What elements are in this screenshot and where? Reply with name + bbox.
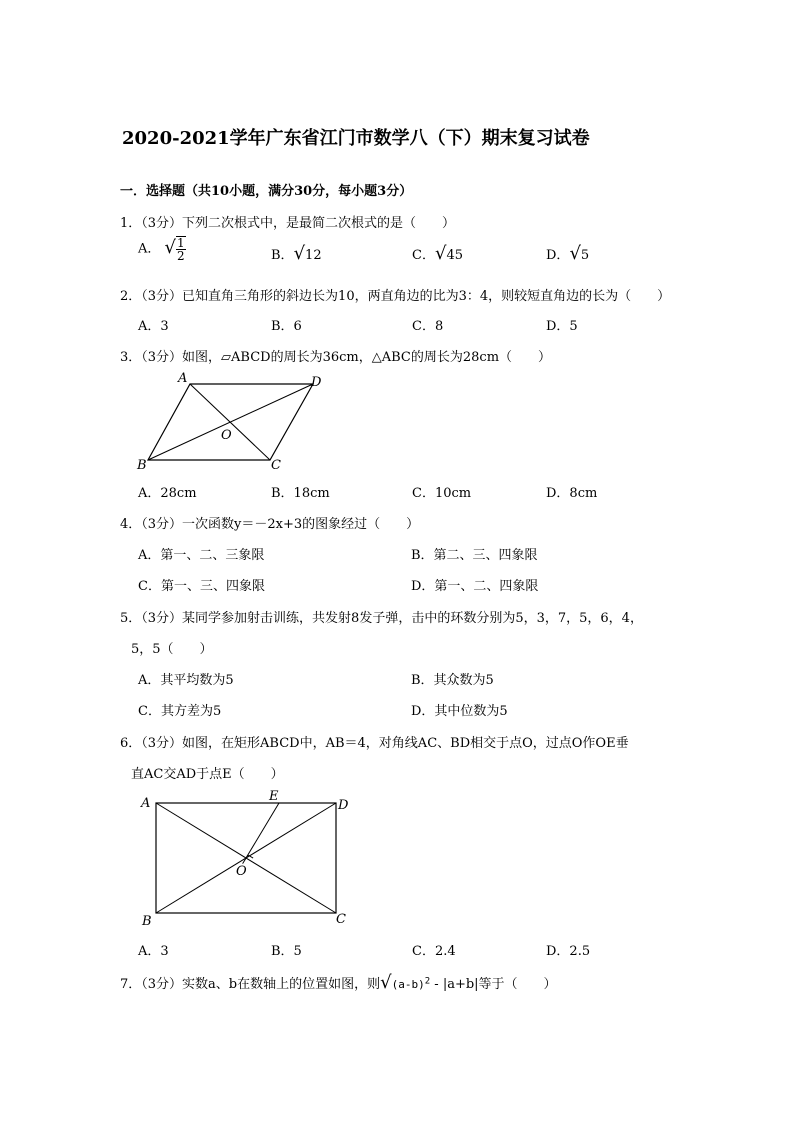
option-letter: B． [271,248,294,263]
section-heading: 一．选择题（共10小题，满分30分，每小题3分） [120,184,413,199]
question-3-option-a: A．28cm [138,486,197,501]
segment-oe [246,803,279,858]
question-4-option-d: D．第一、二、四象限 [411,579,539,594]
vertex-label-c: C [336,912,346,927]
vertex-label-a: A [178,371,188,386]
question-7-stem-suffix: - |a+b|等于（ ） [434,977,557,992]
question-7-stem-prefix: 7．（3分）实数a、b在数轴上的位置如图，则 [120,977,381,992]
option-letter: A． [138,241,161,257]
vertex-label-c: C [271,458,281,473]
fraction-denominator: 2 [177,249,185,263]
fraction-numerator: 1 [177,236,185,250]
radicand [392,978,431,991]
question-6-option-b: B．5 [271,944,302,959]
question-4-stem: 4．（3分）一次函数y＝－2x+3的图象经过（ ） [120,517,420,532]
vertex-label-b: B [137,458,147,473]
question-6-option-a: A．3 [138,944,169,959]
center-label-o: O [236,864,247,879]
radicand: 5 [580,248,590,263]
question-6-stem-line-1: 6．（3分）如图，在矩形ABCD中，AB＝4，对角线AC、BD相交于点O，过点O作OE垂 [120,736,629,751]
point-label-e: E [269,789,279,804]
radicand-exponent: 2 [424,976,431,987]
center-label-o: O [221,428,232,443]
question-2-option-a: A．3 [138,319,169,334]
question-5-option-b: B．其众数为5 [411,673,494,688]
question-3-option-b: B．18cm [271,486,330,501]
question-1-option-d [546,243,589,264]
question-5-stem-line-1: 5．（3分）某同学参加射击训练，共发射8发子弹，击中的环数分别为5，3，7，5，6，4， [120,611,643,626]
question-7-stem [120,972,557,993]
parallelogram-figure [130,368,330,474]
question-1-option-b [271,243,322,264]
option-letter: C． [412,248,435,263]
radicand: 12 [305,248,322,263]
question-4-option-b: B．第二、三、四象限 [411,548,538,563]
sqrt-icon: √ [293,243,306,264]
question-3-option-c: C．10cm [412,486,472,501]
fraction [176,236,186,262]
question-2-option-d: D．5 [546,319,578,334]
question-3-stem: 3．（3分）如图，▱ABCD的周长为36cm，△ABC的周长为28cm（ ） [120,350,552,365]
question-1-option-c [412,243,463,264]
vertex-label-b: B [142,914,152,929]
sqrt-icon: √ [434,243,447,264]
question-4-option-c: C．第一、三、四象限 [138,579,265,594]
radicand: 45 [446,248,463,263]
rectangle-figure [132,786,362,932]
radicand-base: (a-b) [391,978,425,991]
question-5-option-d: D．其中位数为5 [411,704,508,719]
question-5-stem-line-2: 5，5（ ） [131,642,213,657]
vertex-label-d: D [338,798,349,813]
question-1-stem: 1．（3分）下列二次根式中，是最简二次根式的是（ ） [120,216,456,231]
sqrt-icon: √ [380,972,392,993]
question-2-option-b: B．6 [271,319,302,334]
question-2-option-c: C．8 [412,319,444,334]
question-6-option-d: D．2.5 [546,944,591,959]
question-3-option-d: D．8cm [546,486,598,501]
question-6-option-c: C．2.4 [412,944,456,959]
question-4-option-a: A．第一、二、三象限 [138,548,265,563]
question-5-option-a: A．其平均数为5 [138,673,234,688]
sqrt-icon: √ [164,236,177,258]
sqrt-icon: √ [569,243,581,264]
page-title: 2020-2021学年广东省江门市数学八（下）期末复习试卷 [122,128,590,149]
question-1-option-a [138,236,186,262]
question-5-option-c: C．其方差为5 [138,704,222,719]
option-letter: D． [546,248,570,263]
vertex-label-a: A [141,796,151,811]
question-6-stem-line-2: 直AC交AD于点E（ ） [131,767,284,782]
diagonal-bd [148,384,313,460]
vertex-label-d: D [311,375,322,390]
question-2-stem: 2．（3分）已知直角三角形的斜边长为10，两直角边的比为3：4，则较短直角边的长为（ ） [120,289,671,304]
